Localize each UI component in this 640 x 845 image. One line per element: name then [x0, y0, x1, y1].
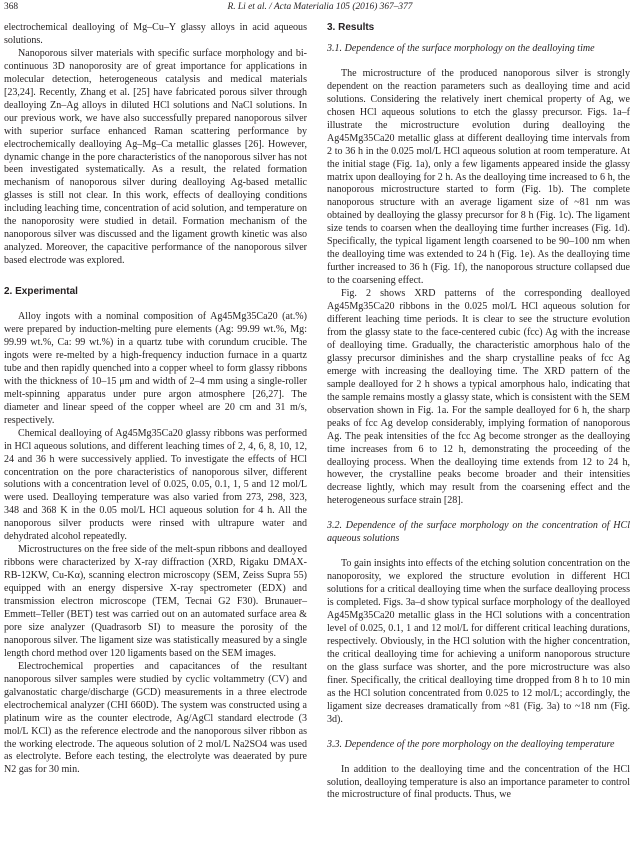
- subsection-3-3-title: 3.3. Dependence of the pore morphology on the dealloying temperature: [327, 738, 615, 750]
- results-paragraph-2: Fig. 2 shows XRD patterns of the corresponding dealloyed Ag45Mg35Ca20 ribbons in the 0.025 mol/L HCl aqueous solution for different leaching time periods. It is clear to see the structure evolution from the glassy state to the face-centered cubic (fcc) Ag with the increase of dealloying time. Gradually, the characteristic amorphous halo of the glassy precursor diminishes and the sharp crystalline peaks of fcc Ag emerge with increasing the dealloying time. The XRD pattern of the sample dealloyed for 2 h shows a typical amorphous halo, indicating that the sample remains mostly a glassy state, which is consistent with the SEM observation shown in Fig. 1a. For the sample dealloyed for 6 h, the sharp peaks of fcc Ag develop considerably, implying formation of nanoporous Ag. The peak intensities of the fcc Ag become stronger as the dealloying time increases from 6 to 12 h, demonstrating the proceeding of the dealloying process. When the dealloying time extends from 12 to 24 h, however, the crystalline peaks become broader and their intensities decrease lightly, which may result from the coarsening effect and the heterogeneous surface strain [28].: [327, 288, 630, 507]
- running-title: R. Li et al. / Acta Materialia 105 (2016) 367–377: [227, 2, 413, 12]
- section-2-title: 2. Experimental: [4, 286, 78, 298]
- subsection-3-2-title: 3.2. Dependence of the surface morphology on the concentration of HCl aqueous solutions: [327, 520, 630, 545]
- results-paragraph-4: In addition to the dealloying time and the concentration of the HCl solution, dealloying temperature is also an importance parameter to control the microstructure of final products. Thus, we: [327, 763, 630, 801]
- experimental-paragraph-4: Electrochemical properties and capacitances of the resultant nanoporous silver samples were studied by cyclic voltammetry (CV) and galvanostatic charge/discharge (GCD) measurements in a three electrode electrochemical analyzer (CHI 660D). The system was constructed using a platinum wire as the counter electrode, Ag/AgCl standard electrode (3 mol/L KCl) as the reference electrode and the nanoporous silver ribbon as the working electrode. The aqueous solution of 2 mol/L Na2SO4 was used as electrolyte. Before each testing, the electrolyte was deaerated by pure N2 gas for 30 min.: [4, 660, 307, 776]
- results-paragraph-3: To gain insights into effects of the etching solution concentration on the nanoporosity, we explored the structure evolution in different HCl solutions for a critical dealloying time when the surface dealloying process is completed. Figs. 3a–d show typical surface morphology of the dealloyed Ag45Mg35Ca20 metallic glass in the HCl solutions with a concentration level of 0.025, 0.1, 1 and 12 mol/L for different critical leaching durations, respectively. Obviously, in the HCl solution with the higher concentration, the critical dealloying time for achieving a uniform nanoporous structure on the glass surface was shorter, and the pore microstructure was also finer. Specifically, the critical dealloying time dropped from 8 h to 10 min as the HCl solution concentrated from 0.025 to 12 mol/L; accordingly, the ligament size decreases dramatically from ~81 (Fig. 3a) to ~18 nm (Fig. 3d).: [327, 558, 630, 725]
- right-column: [327, 22, 630, 802]
- page-number: 368: [4, 2, 19, 12]
- section-3-title: 3. Results: [327, 22, 375, 33]
- experimental-paragraph-1: Alloy ingots with a nominal composition of Ag45Mg35Ca20 (at.%) were prepared by induction-melting pure elements (Ag: 99.99 wt.%, Mg: 99.99 wt.%, Ca: 99 wt.%) in a quartz tube with corundum crucible. The ingots were re-melted by a high-frequency induction furnace in a quartz tube and then rapidly quenched into a copper wheel to form glassy ribbons with the thickness of 10–15 μm and width of 2–4 mm using a single-roller melt-spinning apparatus under pure argon atmosphere [26,27]. The diameter and linear speed of the copper wheel are 20 cm and 31 m/s, respectively.: [4, 311, 307, 426]
- subsection-3-1-title: 3.1. Dependence of the surface morphology on the dealloying time: [327, 42, 595, 54]
- experimental-paragraph-3: Microstructures on the free side of the melt-spun ribbons and dealloyed ribbons were characterized by X-ray diffraction (XRD, Rigaku DMAX-RB-12KW, Cu-Kα), scanning electron microscopy (SEM, Zeiss Supra 55) equipped with an energy dispersive X-ray spectrometer (EDX) and transmission electron microscope (TEM, Tecnai G2 F30). Brunauer–Emmett–Teller (BET) test was carried out on an automated surface area & pore size analyzer (Quadrasorb SI) to measure the porosity of the nanoporous silver. The ligament size was statistically measured by a single length chord method over 120 ligaments based on the SEM images.: [4, 544, 307, 659]
- left-column: [4, 22, 307, 777]
- results-paragraph-1: The microstructure of the produced nanoporous silver is strongly dependent on the reaction parameters such as dealloying time and acid solutions. Considering the relatively inert chemical property of Ag, we chosen HCl aqueous solutions to etch the glassy precursor. Figs. 1a–f illustrate the microstructure evolution during dealloying the Ag45Mg35Ca20 metallic glass at different dealloying time intervals from 2 to 36 h in the 0.025 mol/L HCl aqueous solution at room temperature. At the initial stage (Fig. 1a), only a few ligaments appeared inside the glassy matrix upon dealloying for 2 h. As the dealloying time increased to 6 h, the nanoporous microstructure started to form (Fig. 1b). The complete nanoporous structure with an average ligament size of ~81 nm was obtained by dealloying the glassy precursor for 8 h (Fig. 1c). The ligament size tends to coarsen when the dealloying time further increases (Fig. 1d). Specifically, the typical ligament length coarsened to be 90–100 nm when the dealloying time was extended to 24 h (Fig. 1e). As the dealloying time further increased to 36 h (Fig. 1f), the nanoporous structure collapsed due to the coarsening effect.: [327, 67, 630, 287]
- running-header: [4, 0, 636, 14]
- intro-paragraph: Nanoporous silver materials with specific surface morphology and bi-continuous 3D nanoporosity are of great importance for applications in molecular detection, heterogeneous catalysis and medical materials [23,24]. Recently, Zhang et al. [25] have fabricated porous silver through dealloying Zn–Ag alloys in diluted HCl solutions and NaCl solutions. In our previous work, we have also successfully prepared nanoporous silver with superior surface enhanced Raman scattering performance by electrochemically dealloying Ag–Mg–Ca metallic glasses [26]. However, dynamic change in the pore characteristics of the nanoporous silver has not been investigated systematically. As a result, the related formation mechanism of nanoporous silver during dealloying Ag-based metallic glasses is still not clear. In this work, effects of dealloying conditions including leaching time, concentration of acid solution, and temperature on the nanoporosity were studied in detail. Formation mechanism of the nanoporous silver was discussed and the ligament growth kinetic was also analyzed. Moreover, the capacitive performance of the nanoporous silver based electrode was explored.: [4, 47, 307, 267]
- intro-paragraph-end: electrochemical dealloying of Mg–Cu–Y glassy alloys in acid aqueous solutions.: [4, 22, 307, 46]
- experimental-paragraph-2: Chemical dealloying of Ag45Mg35Ca20 glassy ribbons was performed in HCl aqueous solutions, and different leaching times of 2, 4, 6, 8, 10, 12, 24 and 36 h were successively applied. To investigate the effects of HCl concentration on the pore characteristics of nanoporous silver, different solutions with a concentration level of 0.025, 0.05, 0.1, 1, 5 and 12 mol/L were used. Dealloying temperature was also varied from 273, 298, 323, 348 and 368 K in the 0.05 mol/L HCl aqueous solution for 4 h. All the nanoporous silver products were rinsed with ultrapure water and dehydrated alcohol repeatedly.: [4, 427, 307, 543]
